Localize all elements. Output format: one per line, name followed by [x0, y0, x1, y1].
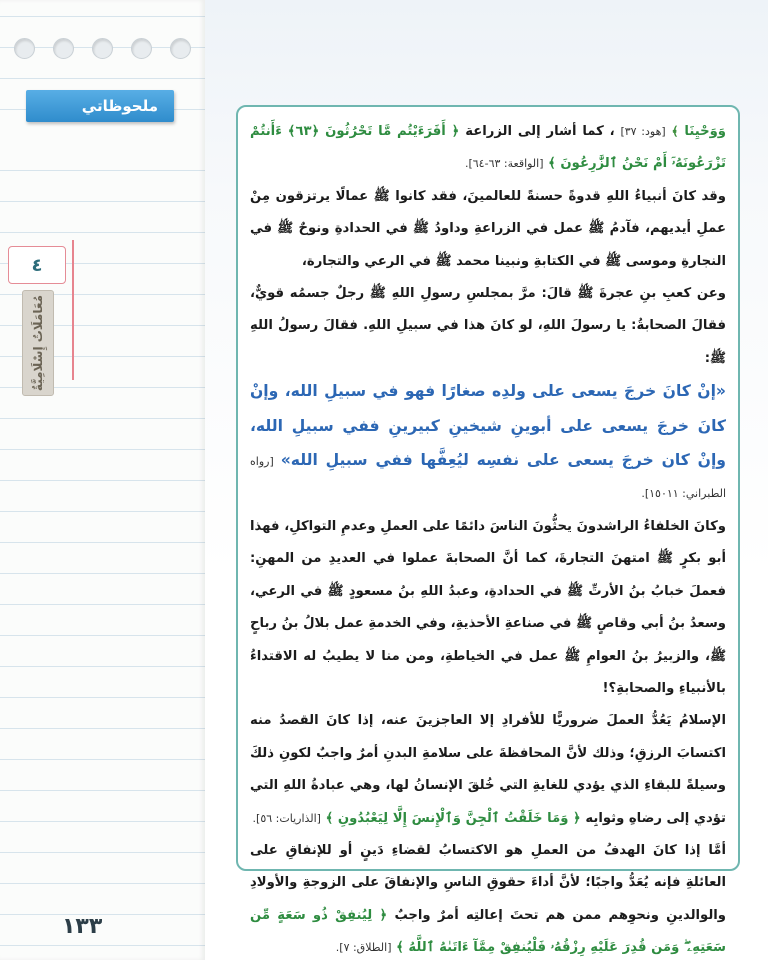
body-text: ، كما أشار إلى الزراعة [465, 124, 615, 139]
body-text: أمَّا إذا كانَ الهدفُ من العملِ هو الاكتسابُ لقضاءِ دَينٍ أو للإنفاقِ على العائلةِ فإنه يُعَدُّ واجبًا؛ لأنَّ أداءَ حقوقِ الناسِ والإنفاقَ على الزوجةِ والأولادِ والوالدينِ ونحوِهم ممن هم تحتَ إعالتِه أمرٌ واجبٌ [250, 842, 726, 923]
hadith-reference: [رواه الطبراني: ١٥٠١١]. [250, 455, 726, 501]
body-text: الإسلامُ يَعُدُّ العملَ ضروريًّا للأفرادِ إلا العاجزينَ عنه، إذا كانَ القصدُ منه اكتسابَ الرزقِ؛ وذلك لأنَّ المحافظةَ على سلامةِ البدنِ أمرٌ واجبٌ لكونِ ذلكَ وسيلةً للبقاءِ الذي يؤدي للغايةِ التي خُلقَ الإنسانُ لها، وهي عبادةُ اللهِ التي تؤدي إلى رضاهِ وثوابِه [250, 713, 726, 826]
paragraph-intro [250, 115, 726, 181]
paragraph-caliphs: وكانَ الخلفاءُ الراشدونَ يحثُّونَ الناسَ دائمًا على العملِ وعدمِ التواكلِ، فهذا أبو بكرٍ ﷺ امتهنَ التجارةَ، كما أنَّ الصحابةَ عملوا في العديدِ من المهنِ: فعملَ خبابُ بنُ الأرتِّ ﷺ في الحدادةِ، وعبدُ اللهِ بنُ مسعودٍ ﷺ في الرعي، وسعدُ بنُ أبي وقاصٍ ﷺ في صناعةِ الأحذيةِ، وفي الخدمةِ عمل بلالُ بنُ رباحٍ ﷺ، والزبيرُ بنُ العوامِ ﷺ عمل في الخياطةِ، ومن منا لا يطيبُ له الاقتداءُ بالأنبياءِ والصحابةِ؟! [250, 518, 726, 696]
binder-hole [14, 38, 35, 59]
section-side-tab[interactable] [22, 290, 54, 396]
section-side-tab-label: مُعَامَلَاتٌ إِسْلَامِيَّةٌ [31, 294, 45, 392]
binder-hole [131, 38, 152, 59]
lesson-content-box [236, 105, 740, 956]
paragraph-obligation [250, 835, 726, 965]
paragraph-hadith [250, 375, 726, 511]
paragraph-islam-work [250, 705, 726, 835]
quran-verse: ﴿ لِيُنفِقْ ذُو سَعَةٍ مِّن سَعَتِهِۦ ۖ وَمَن قُدِرَ عَلَيْهِ رِزْقُهُۥ فَلْيُنفِقْ مِمَّآ ءَاتَىٰهُ ٱللَّهُ ﴾ [250, 907, 726, 956]
verse-reference: [الطلاق: ٧]. [335, 941, 392, 955]
binder-hole [170, 38, 191, 59]
verse-reference: [هود: ٣٧] [620, 125, 666, 138]
margin-rule [72, 240, 74, 380]
quran-verse: وَوَحْيِنَا [684, 124, 726, 139]
hadith-text: «إنْ كانَ خرجَ يسعى على ولدِه صغارًا فهو في سبيلِ الله، وإنْ كانَ خرجَ يسعى على أبوينِ شيخينِ كبيرينِ ففي سبيلِ الله، وإنْ كان خرجَ يسعى على نفسِه ليُعِفَّها ففي سبيلِ الله» [250, 382, 726, 470]
binder-hole [53, 38, 74, 59]
unit-number-box: ٤ [8, 246, 66, 284]
binder-hole [92, 38, 113, 59]
bracket-close-icon: ﴾ [671, 124, 679, 138]
page-number: ١٣٣ [62, 914, 103, 939]
paragraph-kaab: وعن كعبِ بنِ عجرةَ ﷺ قالَ: مرَّ بمجلسِ رسولِ اللهِ ﷺ رجلٌ جسمُه قويٌّ، فقالَ الصحابةُ: يا رسولَ اللهِ، لو كانَ هذا في سبيلِ اللهِ. فقالَ رسولُ اللهِ ﷺ: [250, 286, 726, 366]
notebook-margin [0, 0, 205, 960]
quran-verse: ﴿ وَمَا خَلَقْتُ ٱلْجِنَّ وَٱلْإِنسَ إِلَّا لِيَعْبُدُونِ ﴾ [325, 810, 581, 826]
paragraph-prophets: وقد كانَ أنبياءُ اللهِ قدوةً حسنةً للعالمينَ، فقد كانوا ﷺ عمالًا يرتزقون مِنْ عملِ أيديهم، فآدمُ ﷺ عمل في الزراعةِ وداودُ ﷺ في الحدادةِ ونوحٌ ﷺ في النجارةِ وموسى ﷺ في الكتابةِ ونبينا محمد ﷺ في الرعي والتجارة، [250, 188, 726, 269]
quran-verse: ﴿ أَفَرَءَيْتُم مَّا تَحْرُثُونَ ﴿٦٣﴾ ءَأَنتُمْ تَزْرَعُونَهُۥٓ أَمْ نَحْنُ ٱلزَّٰرِعُونَ ﴾ [250, 124, 726, 172]
verse-reference: [الواقعة: ٦٣-٦٤]. [464, 157, 544, 171]
verse-reference: [الذاريات: ٥٦]. [252, 811, 321, 825]
notes-tab[interactable]: ملحوظاتي [26, 90, 174, 122]
